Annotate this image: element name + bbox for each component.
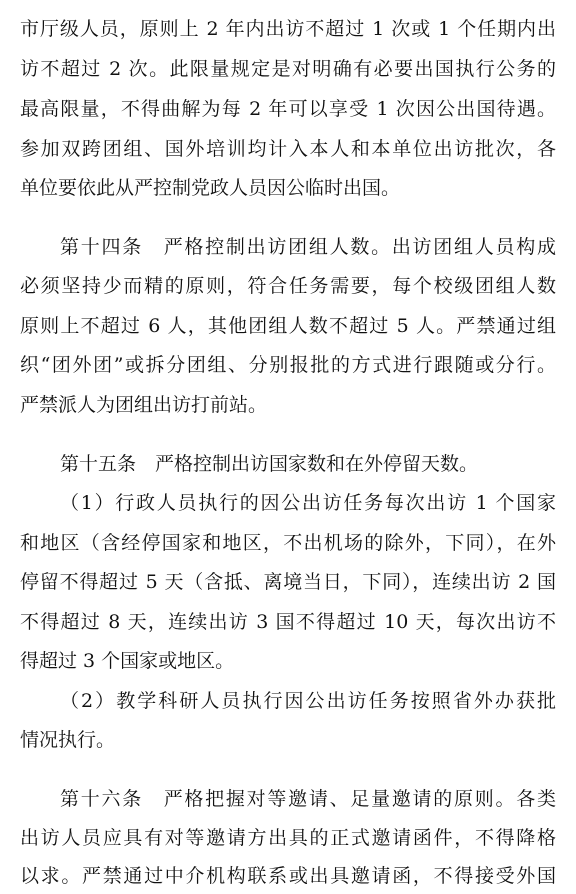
text-line: 不得超过 8 天，连续出访 3 国不得超过 10 天，每次出访不 <box>20 611 556 633</box>
text-line: 市厅级人员，原则上 2 年内出访不超过 1 次或 1 个任期内出 <box>20 18 556 40</box>
text-line: 停留不得超过 5 天（含抵、离境当日，下同），连续出访 2 国 <box>20 571 556 593</box>
article-15-heading: 第十五条 严格控制出访国家数和在外停留天数。 <box>60 453 479 475</box>
text-line: 单位要依此从严控制党政人员因公临时出国。 <box>20 177 401 199</box>
text-line: （1）行政人员执行的因公出访任务每次出访 1 个国家 <box>60 492 556 514</box>
text-line: 以求。严禁通过中介机构联系或出具邀请函，不得接受外国 <box>20 865 556 887</box>
text-line: 出访人员应具有对等邀请方出具的正式邀请函件，不得降格 <box>20 827 556 849</box>
text-line: 得超过 3 个国家或地区。 <box>20 650 235 672</box>
text-line: 最高限量，不得曲解为每 2 年可以享受 1 次因公出国待遇。 <box>20 98 556 120</box>
text-line: 严禁派人为团组出访打前站。 <box>20 394 268 416</box>
article-16-heading: 第十六条 严格把握对等邀请、足量邀请的原则。各类 <box>60 788 556 810</box>
text-line: 和地区（含经停国家和地区，不出机场的除外，下同），在外 <box>20 532 556 554</box>
text-line: 参加双跨团组、国外培训均计入本人和本单位出访批次，各 <box>20 138 556 160</box>
text-line: （2）教学科研人员执行因公出访任务按照省外办获批 <box>60 690 556 712</box>
text-line: 访不超过 2 次。此限量规定是对明确有必要出国执行公务的 <box>20 58 556 80</box>
text-line: 原则上不超过 6 人，其他团组人数不超过 5 人。严禁通过组 <box>20 315 556 337</box>
text-line: 必须坚持少而精的原则，符合任务需要，每个校级团组人数 <box>20 275 556 297</box>
article-14-heading: 第十四条 严格控制出访团组人数。出访团组人员构成 <box>60 236 556 258</box>
text-line: 织“团外团”或拆分团组、分别报批的方式进行跟随或分行。 <box>20 354 556 376</box>
text-line: 情况执行。 <box>20 729 116 751</box>
